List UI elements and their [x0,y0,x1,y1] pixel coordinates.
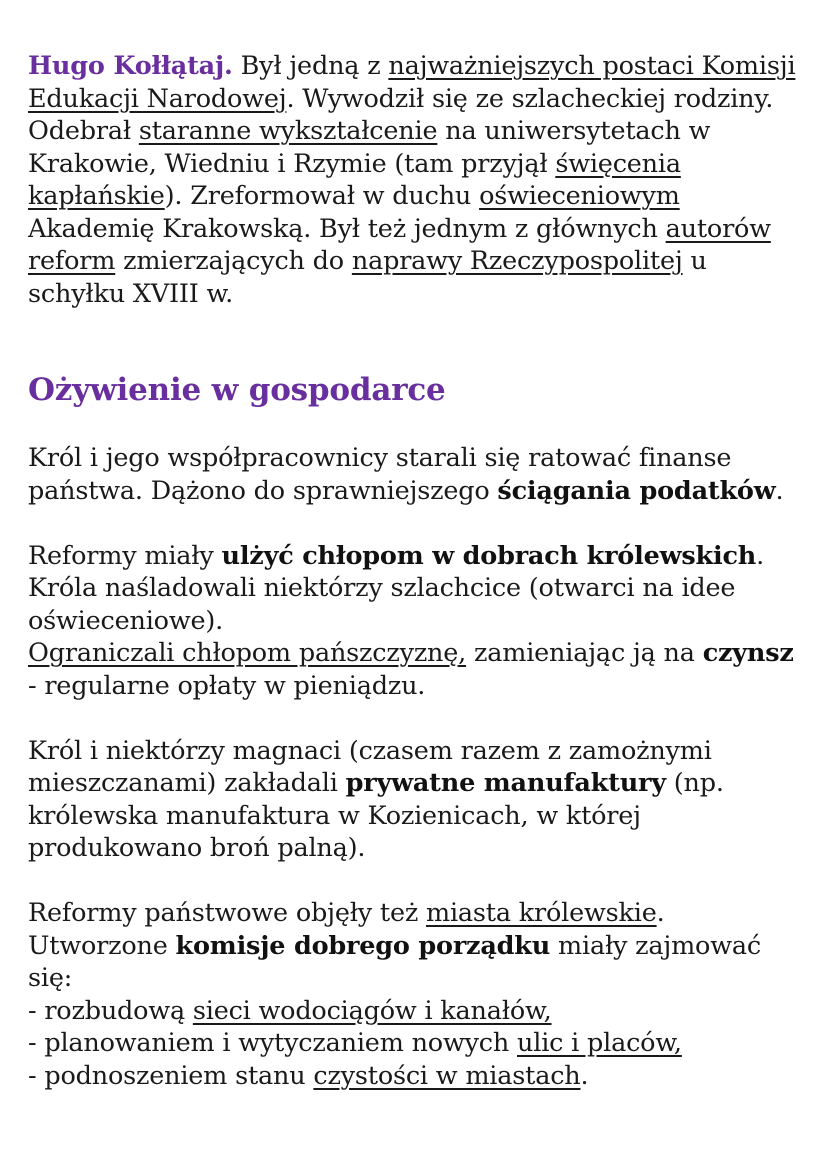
underlined-phrase: miasta królewskie [425,898,657,928]
person-name: Hugo Kołłątaj. [28,51,233,81]
underlined-phrase: Ograniczali chłopom pańszczyznę, [28,638,467,668]
underlined-phrase: najważniejszych postaci Komisji Edukacji Narodowej [28,51,796,114]
intro-paragraph: Hugo Kołłątaj. Był jedną z najważniejszych postaci Komisji Edukacji Narodowej. Wywodził się ze szlacheckiej rodziny. Odebrał staranne wykształcenie na uniwersytetach w Krakowie, Wiedniu i Rzymie (tam przyjął święcenia kapłańskie). Zreformował w duchu oświeceniowym Akademię Krakowską. Był też jednym z głównych autorów reform zmierzających do naprawy Rzeczypospolitej u schyłku XVIII w. [28,51,796,309]
list-item: - podnoszeniem stanu czystości w miastach. [28,1060,589,1091]
bold-phrase: czynsz [702,638,794,668]
bold-phrase: prywatne manufaktury [345,768,666,798]
paragraph-manufactures: Król i niektórzy magnaci (czasem razem z zamożnymi mieszczanami) zakładali prywatne manufaktury (np. królewska manufaktura w Kozienicach, w której produkowano broń palną). [28,735,724,863]
document-page [28,50,808,1092]
list-item: - rozbudową sieci wodociągów i kanałów, [28,995,552,1026]
bold-phrase: ulżyć chłopom w dobrach królewskich [221,540,757,571]
underlined-phrase: święcenia kapłańskie [28,148,681,211]
section-heading: Ożywienie w gospodarce [28,372,446,408]
underlined-phrase: sieci wodociągów i kanałów, [192,995,552,1026]
bold-phrase: ściągania podatków [497,475,776,506]
underlined-phrase: oświeceniowym [479,181,680,211]
paragraph-taxes: Król i jego współpracownicy starali się ratować finanse państwa. Dążono do sprawniejszego ściągania podatków. [28,443,784,506]
underlined-phrase: autorów reform [28,213,771,276]
underlined-phrase: ulic i placów, [517,1028,682,1058]
list-item: - planowaniem i wytyczaniem nowych ulic i placów, [28,1028,682,1058]
underlined-phrase: naprawy Rzeczypospolitej [351,246,683,276]
underlined-phrase: czystości w miastach [313,1060,581,1091]
paragraph-peasants: Reformy miały ulżyć chłopom w dobrach królewskich. Króla naśladowali niektórzy szlachcice (otwarci na idee oświeceniowe). Ograniczali chłopom pańszczyznę, zamieniając ją na czynsz - regularne opłaty w pieniądzu. [28,540,794,701]
paragraph-cities: Reformy państwowe objęły też miasta królewskie. Utworzone komisje dobrego porządku miały zajmować się: - rozbudową sieci wodociągów i kanałów, - planowaniem i wytyczaniem nowych ulic i placów, - podnoszeniem stanu czystości w miastach. [28,898,761,1091]
underlined-phrase: staranne wykształcenie [138,116,438,146]
bold-phrase: komisje dobrego porządku [175,930,551,961]
